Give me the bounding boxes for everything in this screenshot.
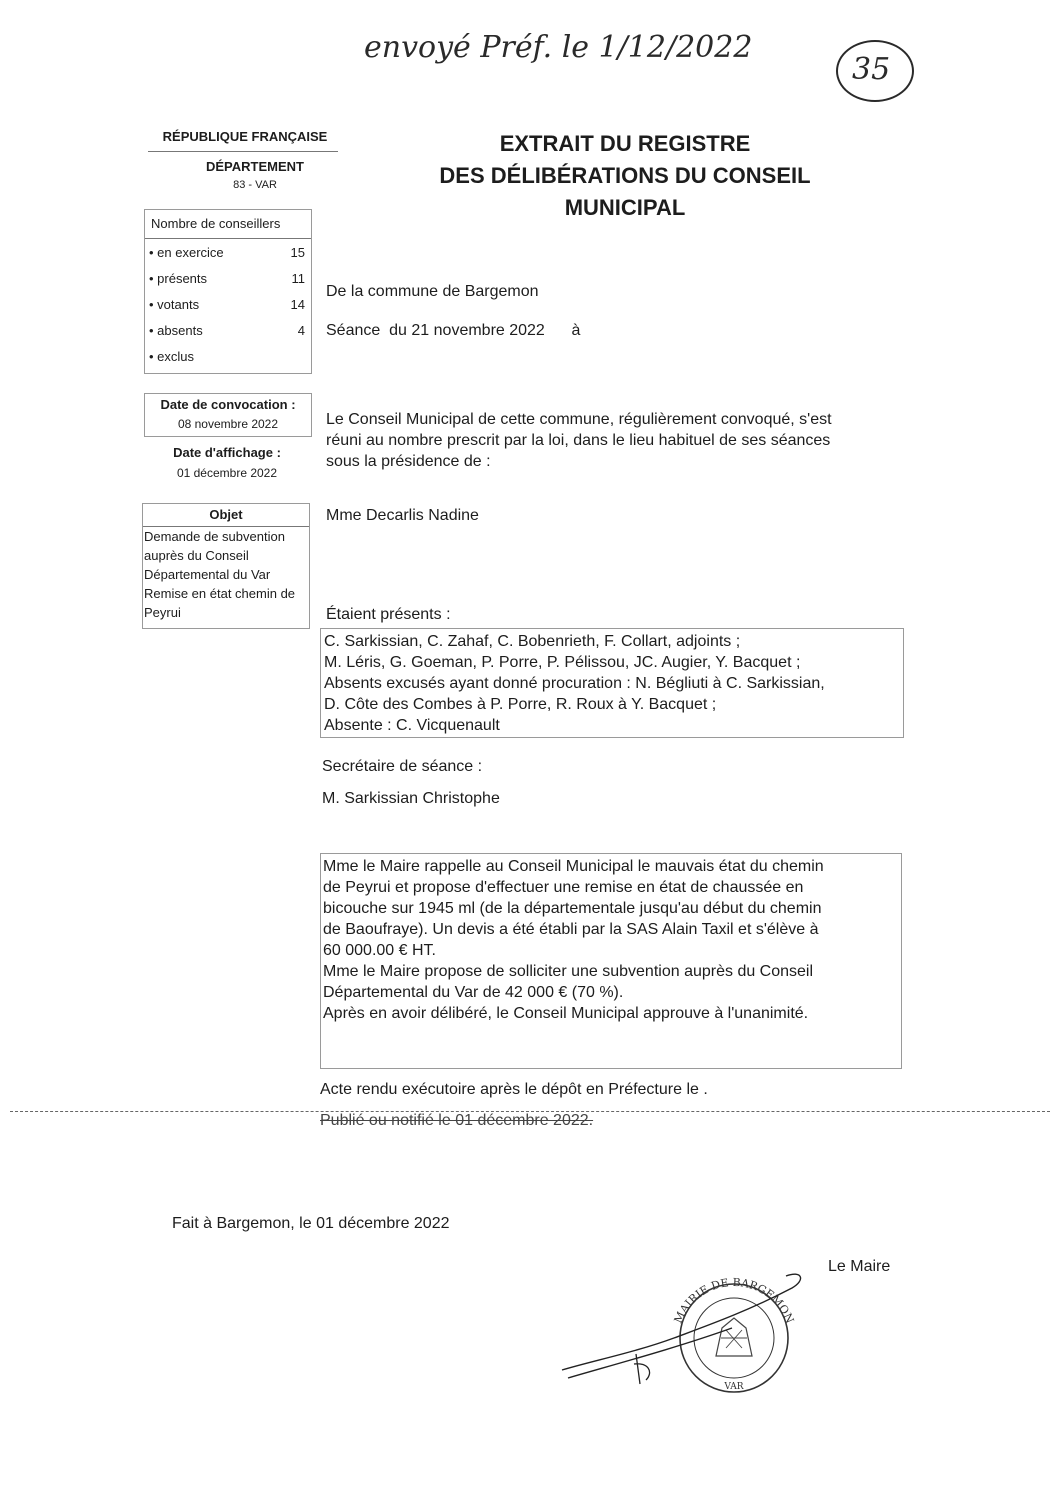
councillors-row-votants bbox=[149, 297, 305, 312]
present-line: Absents excusés ayant donné procuration : N. Bégliuti à C. Sarkissian, bbox=[324, 675, 825, 692]
row-value: 11 bbox=[291, 271, 305, 286]
seal-text-top: MAIRIE DE BARGEMON bbox=[671, 1275, 797, 1326]
seal-text-bottom: VAR bbox=[724, 1382, 744, 1392]
councillors-row-presents bbox=[149, 271, 305, 286]
maire-label: Le Maire bbox=[828, 1258, 891, 1275]
present-list bbox=[324, 631, 825, 736]
deliberation-line: de Baoufraye). Un devis a été établi par la SAS Alain Taxil et s'élève à bbox=[323, 921, 819, 938]
row-label: • absents bbox=[149, 323, 203, 338]
department-label: DÉPARTEMENT bbox=[206, 159, 304, 174]
republic-label: RÉPUBLIQUE FRANÇAISE bbox=[162, 129, 328, 144]
object-line: Départemental du Var bbox=[144, 567, 271, 582]
object-line: Remise en état chemin de bbox=[144, 586, 296, 601]
object-label: Objet bbox=[209, 507, 243, 522]
affichage-label: Date d'affichage : bbox=[173, 445, 281, 460]
convocation-box bbox=[144, 393, 312, 437]
present-line: D. Côte des Combes à P. Porre, R. Roux à Y. Bacquet ; bbox=[324, 696, 717, 713]
handwritten-sent-note: envoyé Préf. le 1/12/2022 bbox=[364, 30, 753, 65]
intro-paragraph bbox=[326, 409, 832, 472]
commune-line: De la commune de Bargemon bbox=[326, 283, 539, 300]
intro-line: Le Conseil Municipal de cette commune, régulièrement convoqué, s'est bbox=[326, 411, 832, 428]
object-text bbox=[144, 527, 295, 622]
deliberation-box bbox=[320, 853, 902, 1069]
seance-line: Séance du 21 novembre 2022 à bbox=[326, 322, 581, 339]
present-line: Absente : C. Vicquenault bbox=[324, 717, 500, 734]
present-box bbox=[320, 628, 904, 738]
row-value: 14 bbox=[290, 297, 305, 312]
councillors-row-absents bbox=[149, 323, 305, 338]
title-line-1: EXTRAIT DU REGISTRE bbox=[499, 131, 751, 156]
folio-number: 35 bbox=[852, 52, 891, 87]
document-title bbox=[380, 128, 870, 224]
deliberation-line: de Peyrui et propose d'effectuer une remise en état de chaussée en bbox=[323, 879, 804, 896]
present-label: Étaient présents : bbox=[326, 606, 451, 623]
object-line: auprès du Conseil bbox=[144, 548, 249, 563]
deliberation-line: Après en avoir délibéré, le Conseil Municipal approuve à l'unanimité. bbox=[323, 1005, 809, 1022]
deliberation-line: Mme le Maire propose de solliciter une subvention auprès du Conseil bbox=[323, 963, 814, 980]
fait-line: Fait à Bargemon, le 01 décembre 2022 bbox=[172, 1215, 450, 1232]
signature-initials bbox=[634, 1354, 650, 1384]
deliberation-line: bicouche sur 1945 ml (de la départementale jusqu'au début du chemin bbox=[323, 900, 822, 917]
row-value: 15 bbox=[290, 245, 305, 260]
object-line: Demande de subvention bbox=[144, 529, 285, 544]
row-value: 4 bbox=[297, 323, 305, 338]
councillors-box bbox=[144, 209, 312, 374]
present-line: M. Léris, G. Goeman, P. Porre, P. Pélissou, JC. Augier, Y. Bacquet ; bbox=[324, 654, 801, 671]
convocation-label: Date de convocation : bbox=[160, 397, 296, 412]
publie-line: Publié ou notifié le 01 décembre 2022. bbox=[320, 1112, 594, 1129]
department-value: 83 - VAR bbox=[233, 179, 277, 191]
title-line-2: DES DÉLIBÉRATIONS DU CONSEIL bbox=[439, 163, 811, 188]
row-label: • en exercice bbox=[149, 245, 224, 260]
councillors-heading: Nombre de conseillers bbox=[151, 216, 281, 231]
president-name: Mme Decarlis Nadine bbox=[326, 507, 479, 524]
object-line: Peyrui bbox=[144, 605, 181, 620]
intro-line: sous la présidence de : bbox=[326, 453, 491, 470]
councillors-row-exercice bbox=[149, 245, 305, 260]
secretary-name: M. Sarkissian Christophe bbox=[322, 790, 500, 807]
intro-line: réuni au nombre prescrit par la loi, dans le lieu habituel de ses séances bbox=[326, 432, 831, 449]
seal-emblem-detail bbox=[721, 1330, 747, 1348]
deliberation-line: Mme le Maire rappelle au Conseil Municipal le mauvais état du chemin bbox=[323, 858, 824, 875]
row-label: • votants bbox=[149, 297, 200, 312]
seal-emblem bbox=[716, 1318, 752, 1356]
affichage-date: 01 décembre 2022 bbox=[176, 466, 278, 480]
convocation-date: 08 novembre 2022 bbox=[177, 417, 279, 431]
republic-divider bbox=[148, 151, 338, 152]
deliberation-text bbox=[323, 856, 824, 1024]
executoire-line: Acte rendu exécutoire après le dépôt en Préfecture le . bbox=[320, 1081, 708, 1098]
title-line-3: MUNICIPAL bbox=[564, 195, 686, 220]
councillors-row-exclus bbox=[149, 349, 194, 364]
row-label: • présents bbox=[149, 271, 208, 286]
deliberation-line: 60 000.00 € HT. bbox=[323, 942, 436, 959]
secretary-label: Secrétaire de séance : bbox=[322, 758, 483, 775]
mayor-seal-signature bbox=[556, 1268, 818, 1398]
present-line: C. Sarkissian, C. Zahaf, C. Bobenrieth, F. Collart, adjoints ; bbox=[324, 633, 741, 650]
deliberation-line: Départemental du Var de 42 000 € (70 %). bbox=[323, 984, 624, 1001]
councillors-divider bbox=[145, 238, 311, 239]
object-box bbox=[142, 503, 310, 629]
row-label: • exclus bbox=[149, 349, 195, 364]
